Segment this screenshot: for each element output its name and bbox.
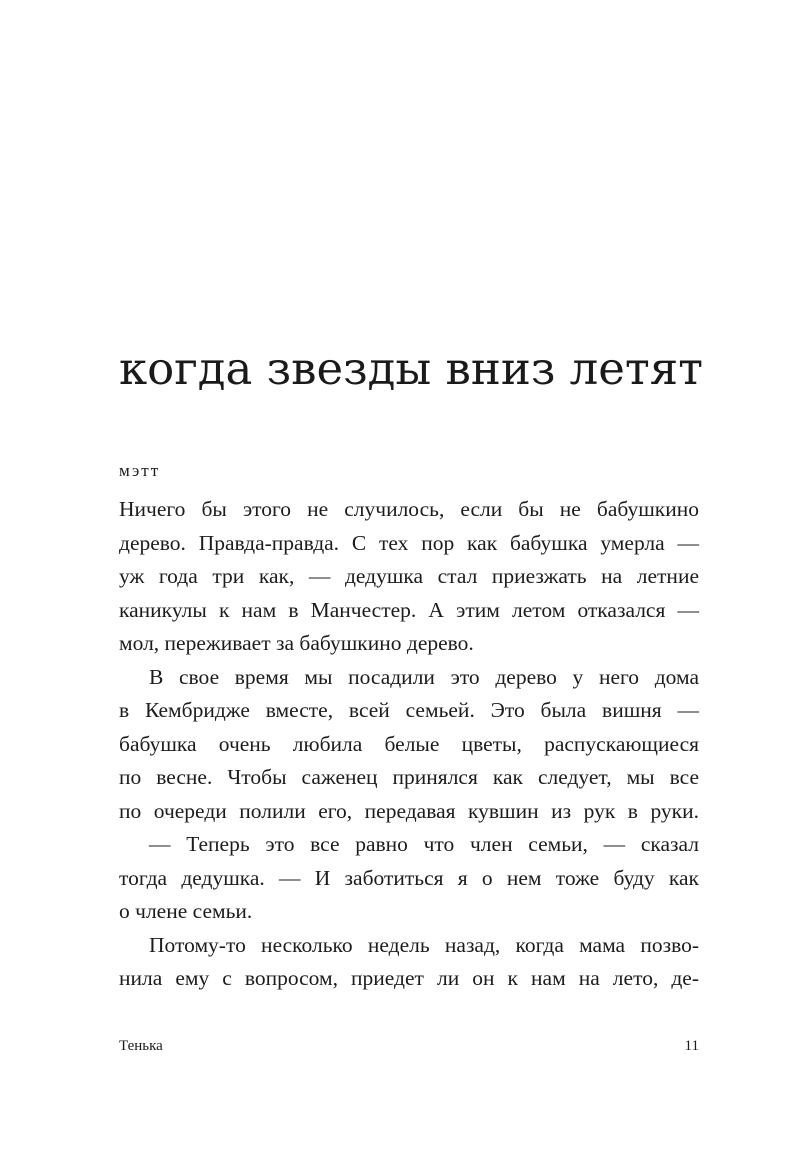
- text-line: Потому-то несколько недель назад, когда мама позво-: [149, 932, 699, 957]
- text-line: по весне. Чтобы саженец принялся как следует, мы все: [119, 765, 699, 789]
- text-line: — Теперь это все равно что член семьи, — сказал: [149, 832, 699, 856]
- text-line: Ничего бы этого не случилось, если бы не бабушкино: [119, 497, 699, 521]
- text-line: уж года три как, — дедушка стал приезжать на летние: [119, 564, 699, 588]
- publisher-name: Тенька: [119, 1038, 163, 1054]
- text-line: нила ему с вопросом, приедет ли он к нам на лето, де-: [119, 966, 699, 990]
- text-line: тогда дедушка. — И заботиться я о нем тоже буду как: [119, 865, 699, 890]
- text-line: каникулы к нам в Манчестер. А этим летом отказался —: [119, 597, 699, 622]
- body-text: [119, 493, 699, 996]
- text-line: дерево. Правда-правда. С тех пор как бабушка умерла —: [119, 530, 699, 555]
- text-line: по очереди полили его, передавая кувшин из рук в руки.: [119, 798, 699, 823]
- chapter-title: когда звезды вниз летят: [119, 342, 704, 395]
- page-footer: [119, 1035, 699, 1057]
- text-line: бабушка очень любила белые цветы, распускающиеся: [119, 731, 699, 756]
- text-line: В свое время мы посадили это дерево у него дома: [149, 664, 699, 689]
- text-line: в Кембридже вместе, всей семьей. Это была вишня —: [119, 698, 699, 722]
- page-number: 11: [684, 1038, 699, 1054]
- text-line: мол, переживает за бабушкино дерево.: [119, 631, 474, 655]
- text-line: о члене семьи.: [119, 899, 253, 923]
- narrator-name: мэтт: [119, 461, 161, 480]
